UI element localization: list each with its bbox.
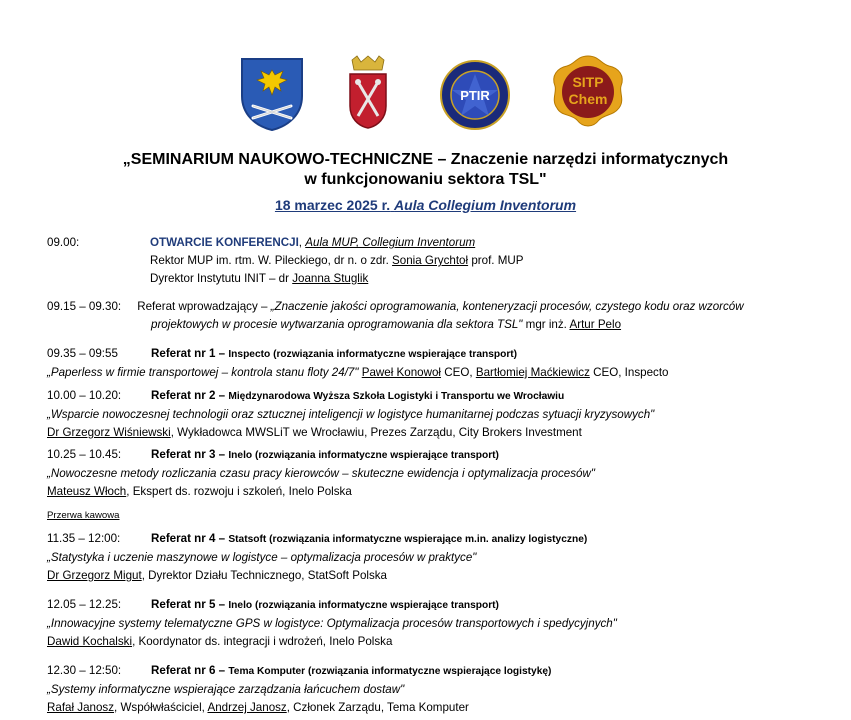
talk-org: Inspecto (rozwiązania informatyczne wspierające transport) — [228, 349, 518, 360]
talk-org: Inelo (rozwiązania informatyczne wspierające transport) — [228, 450, 499, 461]
svg-text:SITP: SITP — [572, 74, 604, 90]
talk-org: Tema Komputer (rozwiązania informatyczne wspierające logistykę) — [228, 666, 552, 677]
talk-speaker-role: CEO, Inspecto — [593, 366, 669, 379]
talk-4 — [47, 530, 847, 585]
event-venue: Aula Collegium Inventorum — [394, 197, 577, 213]
opening-time: 09.00: — [47, 236, 80, 249]
talk-speaker: Dawid Kochalski — [47, 635, 133, 648]
talk-time: 10.25 – 10.45: — [47, 448, 122, 461]
talk-quote: „Innowacyjne systemy telematyczne GPS w logistyce: Optymalizacja procesów transportowych i spedycyjnych" — [47, 617, 617, 630]
title-line-2: w funkcjonowaniu sektora TSL" — [304, 171, 547, 188]
talk-title: Referat nr 4 – — [151, 532, 226, 545]
talk-org: Międzynarodowa Wyższa Szkoła Logistyki i Transportu we Wrocławiu — [228, 391, 565, 402]
talk-title: Referat nr 2 – — [151, 389, 226, 402]
talk-time: 10.00 – 10.20: — [47, 389, 122, 402]
talk-org: Statsoft (rozwiązania informatyczne wspierające m.in. analizy logistyczne) — [228, 534, 588, 545]
talk-speaker: Mateusz Włoch — [47, 485, 127, 498]
intro-speaker: Artur Pelo — [569, 318, 622, 331]
opening-rector-name: Sonia Grychtoł — [392, 254, 469, 267]
intro-label: Referat wprowadzający – — [137, 300, 268, 313]
talk-title: Referat nr 6 – — [151, 664, 226, 677]
coffee-break — [47, 507, 847, 525]
opening-director-name: Joanna Stuglik — [292, 272, 369, 285]
ptir-logo-icon — [440, 60, 510, 130]
svg-text:PTIR: PTIR — [460, 88, 490, 103]
intro-quote-1: „Znaczenie jakości oprogramowania, konteneryzacji procesów, czystego kodu oraz wzorców — [270, 300, 744, 313]
talk-quote: „Wsparcie nowoczesnej technologii oraz sztucznej inteligencji w logistyce humanitarnej podczas sytuacji kryzysowych" — [47, 408, 655, 421]
svg-text:Chem: Chem — [568, 91, 608, 107]
talk-speaker: Paweł Konowoł — [361, 366, 442, 379]
talk-quote: „Systemy informatyczne wspierające zarządzania łańcuchem dostaw" — [47, 683, 405, 696]
opening-director: Dyrektor Instytutu INIT – dr — [150, 272, 289, 285]
talk-6 — [47, 662, 847, 717]
intro-speaker-title: mgr inż. — [525, 318, 567, 331]
talk-title: Referat nr 1 – — [151, 347, 226, 360]
talk-speaker: Dr Grzegorz Wiśniewski — [47, 426, 171, 439]
talk-speaker-role: , Ekspert ds. rozwoju i szkoleń, Inelo Polska — [126, 485, 352, 498]
talk-speaker: Rafał Janosz — [47, 701, 115, 714]
talk-speaker-role: , Wykładowca MWSLiT we Wrocławiu, Prezes Zarządu, City Brokers Investment — [170, 426, 582, 439]
talk-speaker-role: CEO, — [444, 366, 473, 379]
talk-quote: „Statystyka i uczenie maszynowe w logistyce – optymalizacja procesów w praktyce" — [47, 551, 477, 564]
talk-5 — [47, 596, 847, 651]
talk-1 — [47, 345, 847, 382]
opening-title: OTWARCIE KONFERENCJI — [150, 236, 299, 249]
talk-time: 11.35 – 12:00: — [47, 532, 121, 545]
opening-sep: , — [298, 236, 303, 249]
intro-section — [47, 298, 847, 334]
opening-section — [47, 234, 847, 288]
talk-quote: „Nowoczesne metody rozliczania czasu pracy kierowców – skuteczne ewidencja i optymalizacja procesów" — [47, 467, 595, 480]
talk-speaker: Dr Grzegorz Migut — [47, 569, 142, 582]
document-title — [0, 150, 851, 190]
talk-speaker: Andrzej Janosz — [207, 701, 287, 714]
opening-venue: Aula MUP, Collegium Inventorum — [305, 236, 476, 249]
talk-2 — [47, 387, 847, 442]
talk-speaker-role: , Dyrektor Działu Technicznego, StatSoft Polska — [141, 569, 388, 582]
talk-quote: „Paperless w firmie transportowej – kontrola stanu floty 24/7" — [47, 366, 359, 379]
talk-title: Referat nr 3 – — [151, 448, 226, 461]
silesia-coat-of-arms-icon — [239, 56, 305, 132]
talk-speaker: Bartłomiej Maćkiewicz — [475, 366, 590, 379]
talk-speaker-role: , Współwłaściciel, — [114, 701, 205, 714]
event-date: 18 marzec 2025 r. — [274, 197, 391, 213]
talk-time: 12.30 – 12:50: — [47, 664, 122, 677]
sitp-chem-logo-icon — [549, 54, 627, 130]
logo-row — [0, 52, 851, 132]
talk-org: Inelo (rozwiązania informatyczne wspierające transport) — [228, 600, 499, 611]
talk-time: 12.05 – 12.25: — [47, 598, 122, 611]
talk-speaker-role: , Koordynator ds. integracji i wdrożeń, Inelo Polska — [132, 635, 393, 648]
talk-speaker-role: , Członek Zarządu, Tema Komputer — [286, 701, 469, 714]
talk-title: Referat nr 5 – — [151, 598, 226, 611]
title-line-1: „SEMINARIUM NAUKOWO-TECHNICZNE – Znaczenie narzędzi informatycznych — [122, 151, 729, 168]
intro-time: 09.15 – 09.30: — [47, 300, 122, 313]
event-date-venue — [0, 197, 851, 213]
opening-rector-title: prof. MUP — [471, 254, 524, 267]
talk-3 — [47, 446, 847, 501]
talk-time: 09.35 – 09:55 — [47, 347, 118, 360]
city-coat-of-arms-icon — [346, 54, 390, 130]
coffee-break-label: Przerwa kawowa — [47, 510, 120, 521]
intro-quote-2: projektowych w procesie wytwarzania oprogramowania dla sektora TSL" — [151, 318, 523, 331]
opening-rector: Rektor MUP im. rtm. W. Pileckiego, dr n. o zdr. — [150, 254, 389, 267]
